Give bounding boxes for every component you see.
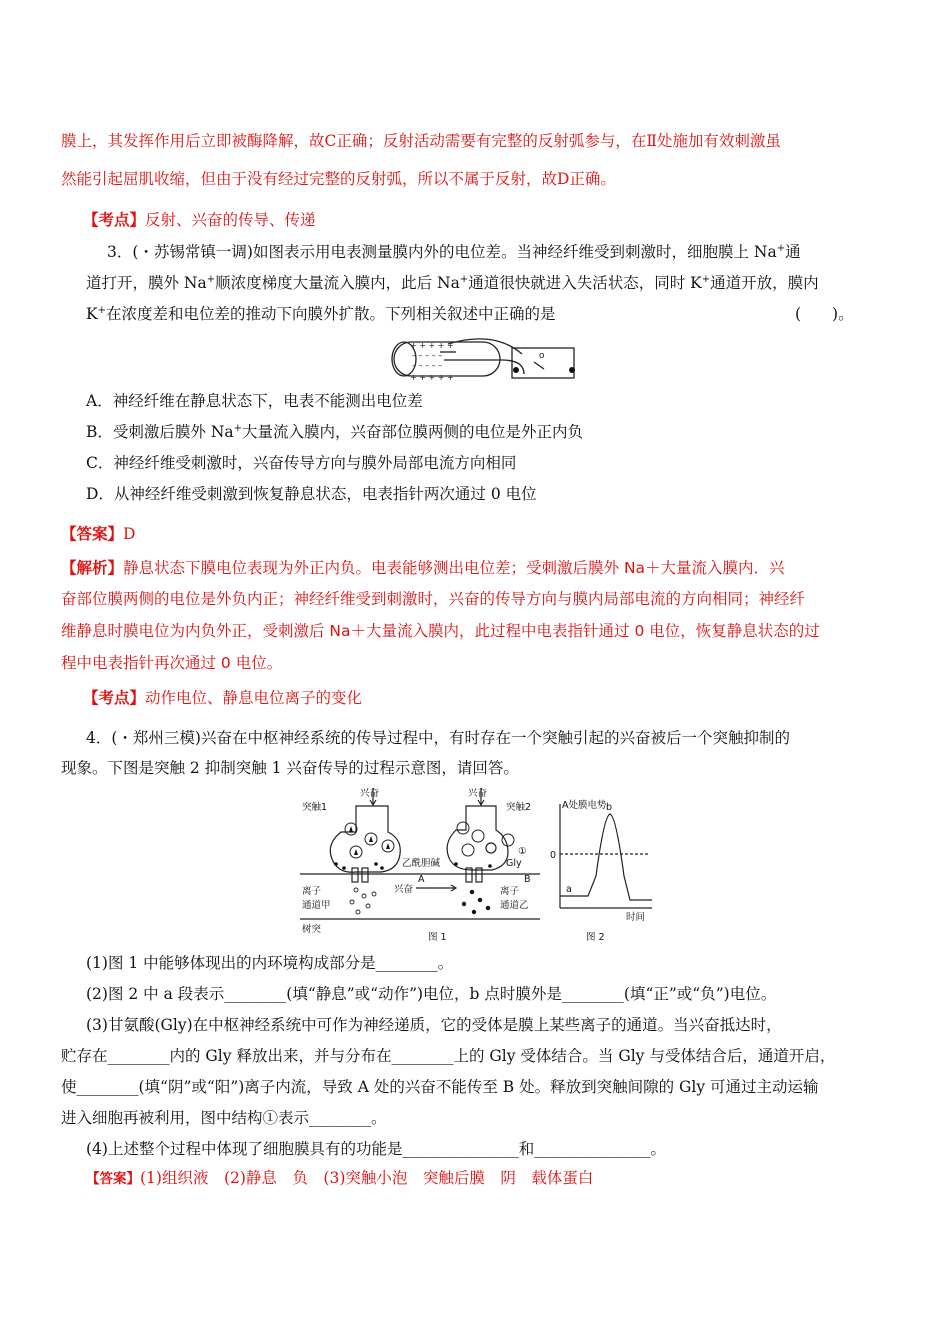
figure1-synapse-diagram xyxy=(296,784,546,944)
q3-option-a: A．神经纤维在静息状态下，电表不能测出电位差 xyxy=(86,392,423,410)
svg-text:+ + + + +: + + + + + xyxy=(410,341,454,350)
q4-sub3-line1: (3)甘氨酸(Gly)在中枢神经系统中可作为神经递质，它的受体是膜上某些离子的通道。当兴奋抵达时， xyxy=(86,1016,782,1034)
q3-option-d: D．从神经纤维受刺激到恢复静息状态，电表指针两次通过 0 电位 xyxy=(86,485,537,503)
answer-value: (1)组织液 (2)静息 负 (3)突触小泡 突触后膜 阴 载体蛋白 xyxy=(140,1169,594,1187)
q3-option-b xyxy=(86,422,583,442)
superscript: + xyxy=(459,273,469,285)
meter-zero-label: o xyxy=(539,351,545,361)
answer-value: D xyxy=(123,525,136,543)
q3-line2-b: 顺浓度梯度大量流入膜内，此后 Na xyxy=(215,274,460,292)
q4-stem-line1: 4．(・郑州三模)兴奋在中枢神经系统的传导过程中，有时存在一个突触引起的兴奋被后一个突触抑制的 xyxy=(86,729,790,747)
q3-line2-c: 通道很快就进入失活状态，同时 K xyxy=(468,274,702,292)
fig1-channel-a-label1: 离子 xyxy=(302,886,322,897)
superscript: + xyxy=(206,273,216,285)
fig1-caption: 图 1 xyxy=(428,932,447,943)
fig2-point-b: b xyxy=(606,802,613,813)
q4-stem-line2: 现象。下图是突触 2 抑制突触 1 兴奋传导的过程示意图，请回答。 xyxy=(61,759,519,777)
q4-sub4: (4)上述整个过程中体现了细胞膜具有的功能是_______________和_______________。 xyxy=(86,1140,666,1158)
fig2-zero-label: 0 xyxy=(550,850,557,861)
prev-kaodian xyxy=(83,210,316,230)
q3-option-b-end: 大量流入膜内，兴奋部位膜两侧的电位是外正内负 xyxy=(242,423,584,441)
fig1-point-a: A xyxy=(418,874,425,885)
fig1-xingfen-right: 兴奋 xyxy=(468,788,488,799)
q3-answer-paren: ( )。 xyxy=(795,305,854,323)
kaodian-label: 【考点】 xyxy=(83,210,146,229)
q3-stem-line3 xyxy=(86,304,556,324)
superscript: + xyxy=(701,273,711,285)
q3-line1-text: 3．(・苏锡常镇一调)如图表示用电表测量膜内外的电位差。当神经纤维受到刺激时，细胞膜上 Na xyxy=(107,243,777,261)
figure2-potential-graph xyxy=(544,796,664,944)
circle1-structure xyxy=(486,843,496,853)
prev-explanation-line2: 然能引起屈肌收缩，但由于没有经过完整的反射弧，所以不属于反射，故D正确。 xyxy=(61,170,616,188)
q3-stem-line2 xyxy=(86,273,819,293)
fig1-acetylcholine-label: 乙酰胆碱 xyxy=(402,858,441,869)
svg-text:+ + + + +: + + + + + xyxy=(410,373,454,382)
q3-jiexi-line4: 程中电表指针再次通过 0 电位。 xyxy=(61,654,283,672)
q3-jiexi-line2: 奋部位膜两侧的电位是外负内正；神经纤维受到刺激时，兴奋的传导方向与膜内局部电流的方向相同；神经纤 xyxy=(61,590,806,608)
superscript: + xyxy=(776,242,786,254)
kaodian-text: 反射、兴奋的传导、传递 xyxy=(145,211,316,229)
kaodian-text: 动作电位、静息电位离子的变化 xyxy=(145,689,363,707)
q4-answer xyxy=(86,1168,593,1189)
fig1-synapse1-label: 突触1 xyxy=(302,802,328,813)
q3-jiexi-line1 xyxy=(61,558,785,578)
fig1-channel-b-label2: 通道乙 xyxy=(500,900,529,911)
q3-answer xyxy=(61,524,135,544)
fig2-curve xyxy=(560,814,652,900)
kaodian-label: 【考点】 xyxy=(83,689,146,707)
answer-label: 【答案】 xyxy=(61,524,124,543)
q4-sub3-line3: 使________(填“阴”或“阳”)离子内流，导致 A 处的兴奋不能传至 B 处。释放到突触间隙的 Gly 可通过主动运输 xyxy=(61,1078,819,1096)
q4-sub2: (2)图 2 中 a 段表示________(填“静息”或“动作”)电位，b 点时膜外是________(填“正”或“负”)电位。 xyxy=(86,985,777,1003)
q3-line3-a: K xyxy=(86,305,98,323)
prev-explanation-line1: 膜上，其发挥作用后立即被酶降解，故C正确；反射活动需要有完整的反射弧参与，在Ⅱ处施加有效刺激虽 xyxy=(61,132,781,150)
q4-sub3-line4: 进入细胞再被利用，图中结构①表示________。 xyxy=(61,1109,387,1127)
fig1-channel-b-label1: 离子 xyxy=(500,886,520,897)
superscript: + xyxy=(97,304,106,316)
fig2-x-label: 时间 xyxy=(626,912,646,923)
fig1-circle1-label: ① xyxy=(518,846,527,857)
q3-option-c: C．神经纤维受刺激时，兴奋传导方向与膜外局部电流方向相同 xyxy=(86,454,517,472)
jiexi-text: 静息状态下膜电位表现为外正内负。电表能够测出电位差；受刺激后膜外 Na＋大量流入膜内．兴 xyxy=(123,559,785,577)
q3-option-b-text: B．受刺激后膜外 Na xyxy=(86,423,234,441)
q3-jiexi-line3: 维静息时膜电位为内负外正，受刺激后 Na＋大量流入膜内，此过程中电表指针通过 0 电位，恢复静息状态的过 xyxy=(61,622,820,640)
svg-text:– – – – –: – – – – – xyxy=(412,361,443,370)
q3-line2-d: 通道开放，膜内 xyxy=(710,274,819,292)
fig1-dendrite-label: 树突 xyxy=(302,924,322,935)
svg-text:– – – – –: – – – – – xyxy=(412,351,443,360)
q3-kaodian xyxy=(83,688,362,708)
answer-label: 【答案】 xyxy=(86,1171,140,1187)
fig2-point-a: a xyxy=(566,884,572,895)
synapse2-terminal xyxy=(447,806,508,870)
fig1-xingfen-left: 兴奋 xyxy=(360,788,380,799)
q4-sub3-line2: 贮存在________内的 Gly 释放出来，并与分布在________上的 Gly 受体结合。当 Gly 与受体结合后，通道开启， xyxy=(61,1047,836,1065)
q3-line3-b: 在浓度差和电位差的推动下向膜外扩散。下列相关叙述中正确的是 xyxy=(105,305,556,323)
nerve-fiber-meter-diagram xyxy=(384,336,584,384)
superscript: + xyxy=(233,422,243,434)
fig1-xingfen-arrow-label: 兴奋 xyxy=(394,884,414,895)
q4-sub1: (1)图 1 中能够体现出的内环境构成部分是________。 xyxy=(86,954,454,972)
jiexi-label: 【解析】 xyxy=(61,559,124,577)
q3-line2-a: 道打开，膜外 Na xyxy=(86,274,207,292)
q3-line1-end: 通 xyxy=(785,243,801,261)
fig1-synapse2-label: 突触2 xyxy=(506,802,532,813)
q3-stem-line1 xyxy=(107,242,801,262)
fig1-point-b: B xyxy=(524,874,531,885)
fig1-gly-label: Gly xyxy=(506,858,522,869)
fig2-y-label: A处膜电势 xyxy=(562,800,607,811)
fig1-channel-a-label2: 通道甲 xyxy=(302,900,331,911)
fig2-caption: 图 2 xyxy=(586,932,605,943)
